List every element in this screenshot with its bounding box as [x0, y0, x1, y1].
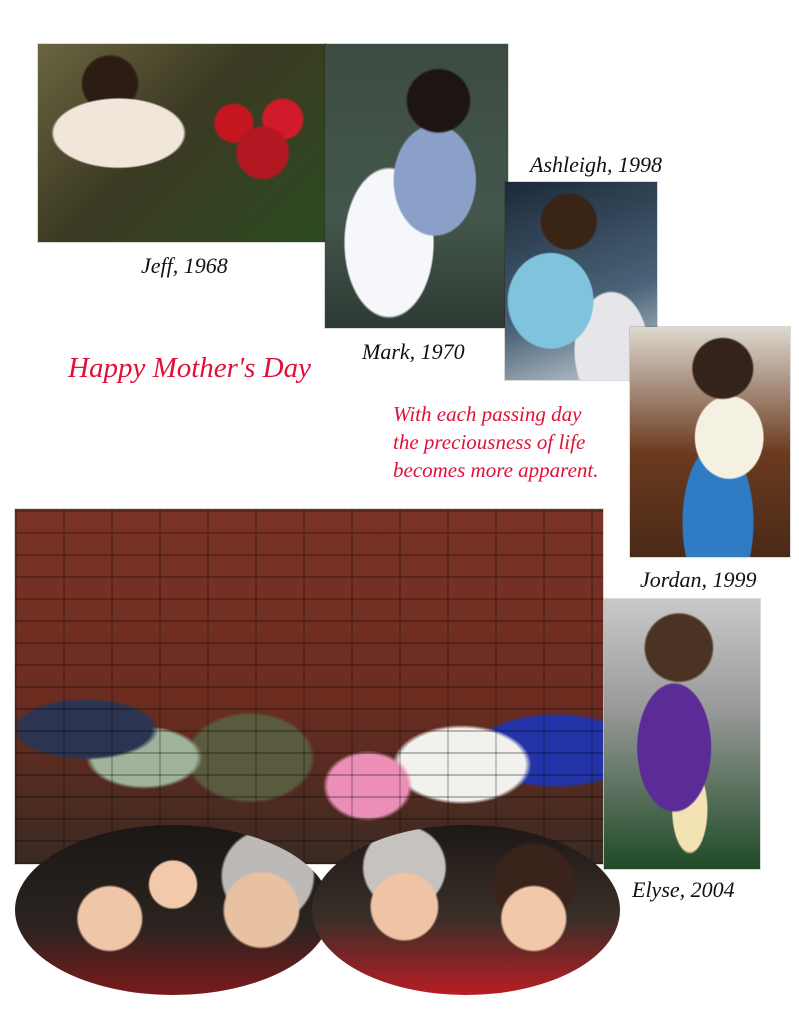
oval-photo-granddaughters-left: [15, 825, 331, 995]
photo-mark-1970: [325, 44, 508, 328]
verse: [393, 400, 598, 484]
caption-mark: Mark, 1970: [362, 339, 465, 364]
caption-ashleigh: Ashleigh, 1998: [530, 152, 662, 177]
photo-jeff-1968: [38, 44, 326, 242]
photo-family-group: [15, 509, 603, 864]
verse-line-1: With each passing day: [393, 402, 582, 426]
caption-jordan: Jordan, 1999: [640, 567, 757, 592]
photo-elyse-2004: [604, 599, 760, 869]
verse-line-2: the preciousness of life: [393, 430, 586, 454]
photo-jordan-1999: [630, 327, 790, 557]
caption-jeff: Jeff, 1968: [141, 253, 228, 278]
oval-photo-grandmother-right: [312, 825, 620, 995]
caption-elyse: Elyse, 2004: [632, 877, 735, 902]
verse-line-3: becomes more apparent.: [393, 458, 599, 482]
page-title: Happy Mother's Day: [68, 352, 311, 384]
